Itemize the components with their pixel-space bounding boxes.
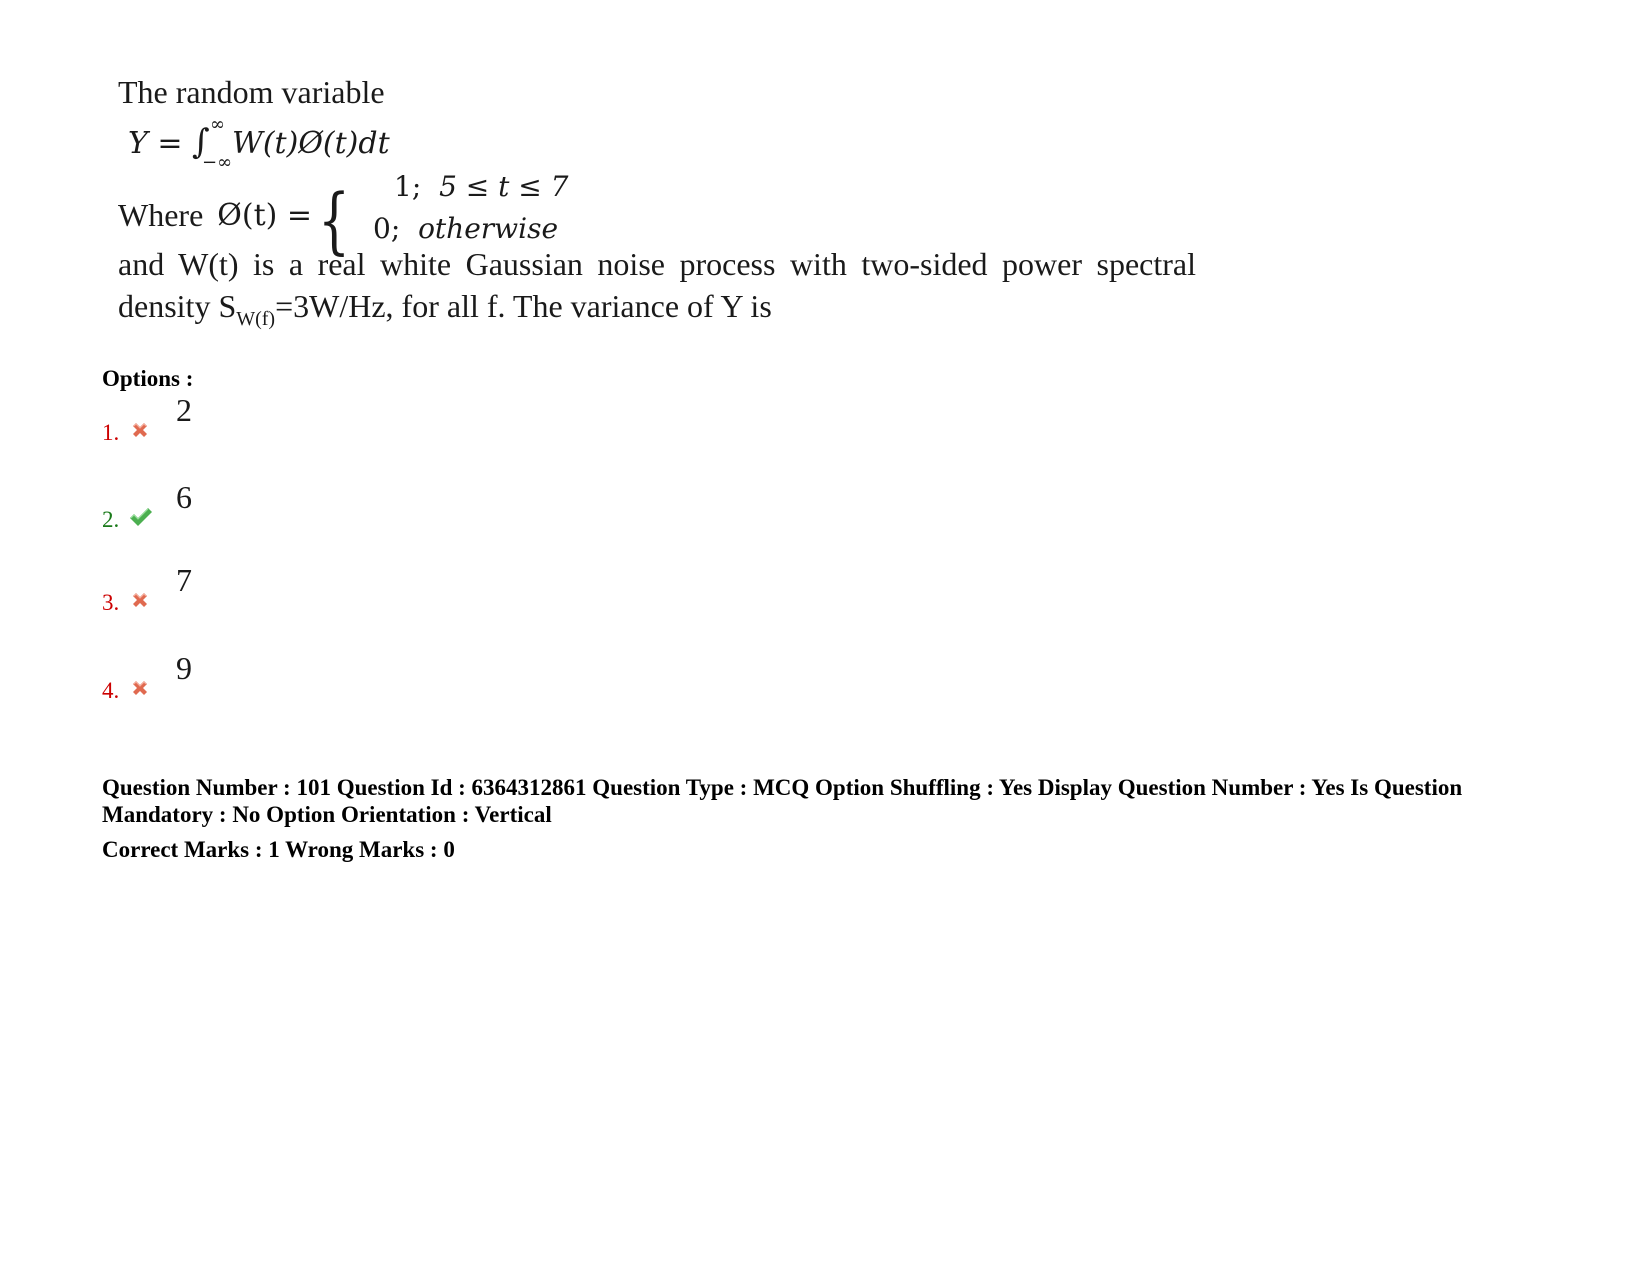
body-line-2-prefix: density S xyxy=(118,288,237,324)
integral-sign-group xyxy=(192,114,233,173)
body-line-2-subscript: W(f) xyxy=(236,308,276,330)
case-1 xyxy=(394,170,568,203)
formula-integrand: W(t)Ø(t)dt xyxy=(232,126,390,161)
formula-lhs: Y = xyxy=(128,126,193,161)
case-2 xyxy=(373,212,558,245)
body-line-2-suffix: =3W/Hz, for all f. The variance of Y is xyxy=(275,288,772,324)
marks-info: Correct Marks : 1 Wrong Marks : 0 xyxy=(102,837,455,862)
piecewise-brace: { xyxy=(318,178,351,262)
integral-upper-limit: ∞ xyxy=(210,114,226,135)
option-value: 2 xyxy=(176,392,192,428)
cross-icon xyxy=(128,588,152,612)
option-number: 3. xyxy=(102,590,120,615)
phi-definition xyxy=(118,170,569,262)
case-2-condition: otherwise xyxy=(418,212,559,245)
integral-formula xyxy=(128,114,390,173)
cross-icon xyxy=(128,676,152,700)
case-1-value: 1; xyxy=(394,170,422,203)
phi-lhs: Ø(t) = xyxy=(217,198,312,234)
option-value: 9 xyxy=(176,650,192,686)
case-1-condition: 5 ≤ t ≤ 7 xyxy=(439,170,569,203)
where-label: Where xyxy=(118,197,204,234)
question-body-line-1: and W(t) is a real white Gaussian noise process with two-sided power spectral xyxy=(118,246,1196,282)
option-number: 4. xyxy=(102,678,120,703)
question-intro: The random variable xyxy=(118,74,385,110)
option-3 xyxy=(102,562,302,616)
option-2 xyxy=(102,479,302,533)
check-icon xyxy=(128,505,152,529)
question-body-line-2 xyxy=(118,288,772,331)
case-2-value: 0; xyxy=(373,212,401,245)
option-1 xyxy=(102,392,302,446)
options-label: Options : xyxy=(102,366,194,391)
option-value: 6 xyxy=(176,479,192,515)
integral-symbol: ∫ xyxy=(192,122,210,162)
option-4 xyxy=(102,650,302,704)
integral-lower-limit: −∞ xyxy=(202,152,233,173)
option-value: 7 xyxy=(176,562,192,598)
cross-icon xyxy=(128,418,152,442)
option-number: 2. xyxy=(102,507,120,532)
option-number: 1. xyxy=(102,420,120,445)
question-meta: Question Number : 101 Question Id : 6364312861 Question Type : MCQ Option Shuffling : Yes Display Question Number : Yes Is Question Mandatory : No Option Orientation : Vertical xyxy=(102,775,1463,827)
